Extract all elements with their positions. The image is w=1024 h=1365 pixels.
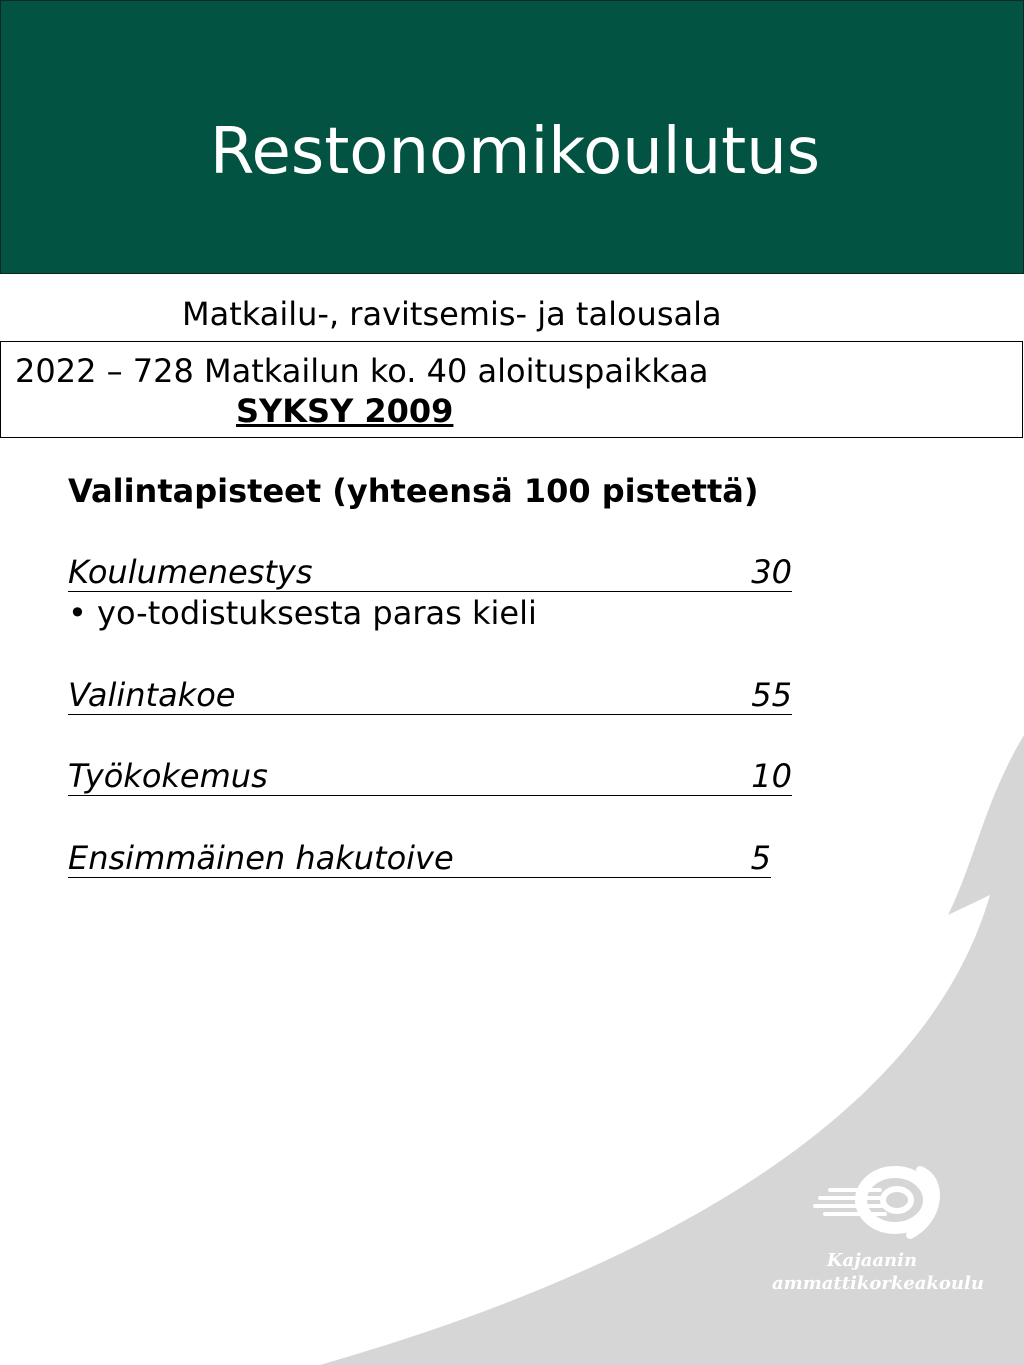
points-row-tyokokemus: [68, 757, 792, 796]
points-row-value: 10: [751, 757, 792, 795]
points-row-label: Valintakoe: [68, 676, 236, 714]
points-row-label: Ensimmäinen hakutoive: [68, 839, 454, 877]
info-box: [0, 341, 1023, 438]
points-row-koulumenestys: [68, 553, 792, 592]
info-line-term: SYKSY 2009: [236, 392, 454, 430]
logo-text-line2: ammattikorkeakoulu: [772, 1273, 984, 1294]
bullet-note: • yo-todistuksesta paras kieli: [68, 594, 537, 632]
subtitle: Matkailu-, ravitsemis- ja talousala: [182, 295, 722, 333]
logo-text-line1: Kajaanin: [826, 1250, 918, 1271]
points-row-valintakoe: [68, 676, 792, 715]
points-row-label: Koulumenestys: [68, 553, 313, 591]
points-row-hakutoive: [68, 839, 771, 878]
points-row-value: 30: [751, 553, 792, 591]
points-row-value: 5: [750, 839, 771, 877]
info-line-intake: 2022 – 728 Matkailun ko. 40 aloituspaikkaa: [15, 352, 709, 390]
points-row-label: Työkokemus: [68, 757, 268, 795]
points-heading: Valintapisteet (yhteensä 100 pistettä): [68, 472, 759, 510]
points-row-value: 55: [751, 676, 792, 714]
page-title: Restonomikoulutus: [209, 115, 821, 189]
